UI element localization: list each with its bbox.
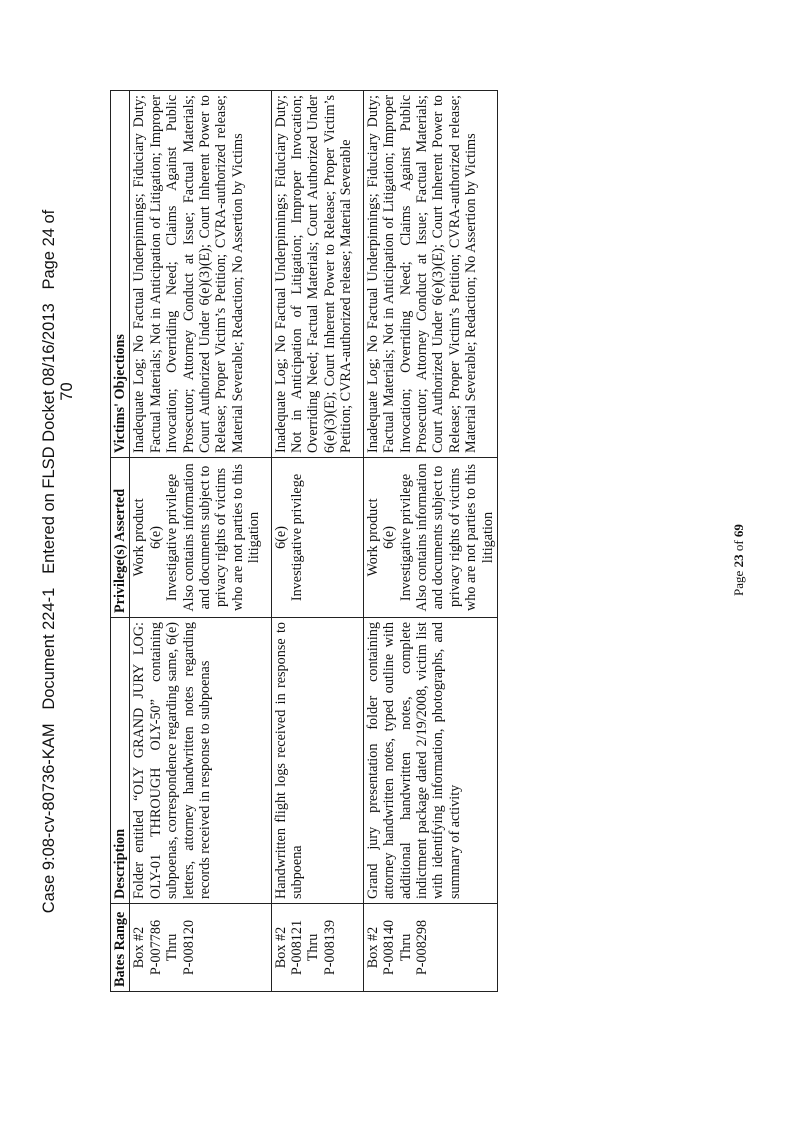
privilege-item: Investigative privilege bbox=[397, 473, 414, 602]
page-indicator: Page 24 of bbox=[40, 209, 58, 290]
table-row bbox=[271, 91, 363, 992]
document-number: Document 224-1 bbox=[40, 587, 58, 710]
privilege-item: Work product bbox=[364, 498, 381, 577]
table-row bbox=[363, 91, 497, 992]
privilege-item: Also contains information and documents subject to privacy rights of victims who are not parties to this litigation bbox=[180, 463, 263, 612]
privilege-log bbox=[110, 90, 658, 992]
bates-start: P-008121 bbox=[289, 919, 306, 976]
bates-start: P-007786 bbox=[147, 919, 164, 976]
privilege-item: 6(e) bbox=[147, 526, 164, 549]
case-number: Case 9:08-cv-80736-KAM bbox=[40, 723, 58, 914]
bates-thru: Thru bbox=[305, 933, 322, 962]
bates-thru: Thru bbox=[397, 933, 414, 962]
table-row bbox=[130, 91, 271, 992]
bates-start: P-008140 bbox=[381, 919, 398, 976]
bates-thru: Thru bbox=[164, 933, 181, 962]
privileges-cell bbox=[271, 458, 363, 618]
column-header-description: Description bbox=[111, 618, 130, 904]
privilege-item: Work product bbox=[131, 498, 148, 577]
bates-box: Box #2 bbox=[364, 926, 381, 969]
column-header-privileges: Privilege(s) Asserted bbox=[111, 458, 130, 618]
footer-page-prefix: Page bbox=[731, 567, 746, 596]
privilege-item: 6(e) bbox=[272, 526, 289, 549]
objections-cell: Inadequate Log; No Factual Underpinnings; Fiduciary Duty; Factual Materials; Not in Anticipation of Litigation; Improper Invocation; Overriding Need; Claims Against Public Prosecutor; Attorney Conduct at Issue; Factual Materials; Court Authorized Under 6(e)(3)(E); Court Inherent Power to Release; Proper Victim’s Petition; CVRA-authorized release; Material Severable; Redaction; No Assertion by Victims bbox=[130, 91, 271, 458]
footer-page-of: of bbox=[731, 537, 746, 555]
privilege-item: Investigative privilege bbox=[289, 473, 306, 602]
privilege-log-table bbox=[110, 90, 498, 992]
page-total: 70 bbox=[58, 382, 76, 401]
bates-range-cell bbox=[271, 904, 363, 992]
objections-cell: Inadequate Log; No Factual Underpinnings; Fiduciary Duty; Factual Materials; Not in Anticipation of Litigation; Improper Invocation; Overriding Need; Claims Against Public Prosecutor; Attorney Conduct at Issue; Factual Materials; Court Authorized Under 6(e)(3)(E); Court Inherent Power to Release; Proper Victim’s Petition; CVRA-authorized release; Material Severable; Redaction; No Assertion by Victims bbox=[363, 91, 497, 458]
bates-end: P-008298 bbox=[413, 919, 430, 976]
objections-cell: Inadequate Log; No Factual Underpinnings; Fiduciary Duty; Not in Anticipation of Litigation; Improper Invocation; Overriding Need; Factual Materials; Court Authorized Under 6(e)(3)(E); Court Inherent Power to Release; Proper Victim’s Petition; CVRA-authorized release; Material Severable bbox=[271, 91, 363, 458]
privileges-cell bbox=[363, 458, 497, 618]
bates-box: Box #2 bbox=[131, 926, 148, 969]
table-header-row bbox=[111, 91, 130, 992]
page-footer bbox=[727, 510, 751, 610]
docket-header bbox=[28, 0, 88, 1123]
bates-range-cell bbox=[363, 904, 497, 992]
bates-box: Box #2 bbox=[272, 926, 289, 969]
privilege-item: 6(e) bbox=[381, 526, 398, 549]
bates-end: P-008120 bbox=[180, 919, 197, 976]
privilege-item: Investigative privilege bbox=[164, 473, 181, 602]
entered-date: Entered on FLSD Docket 08/16/2013 bbox=[40, 303, 58, 574]
privileges-cell bbox=[130, 458, 271, 618]
description-cell: Handwritten flight logs received in response to subpoena bbox=[271, 618, 363, 904]
bates-range-cell bbox=[130, 904, 271, 992]
footer-page-total: 69 bbox=[731, 524, 746, 538]
description-cell: Folder entitled “OLY GRAND JURY LOG: OLY-01 THROUGH OLY-50” containing subpoenas, correspondence regarding same, 6(e) letters, attorney handwritten notes regarding records received in response to subpoenas bbox=[130, 618, 271, 904]
privilege-item: Also contains information and documents subject to privacy rights of victims who are not parties to this litigation bbox=[413, 463, 496, 612]
description-cell: Grand jury presentation folder containing attorney handwritten notes, typed outline with additional handwritten notes, complete indictment package dated 2/19/2008, victim list with identifying information, photographs, and summary of activity bbox=[363, 618, 497, 904]
column-header-bates: Bates Range bbox=[111, 904, 130, 992]
bates-end: P-008139 bbox=[321, 919, 338, 976]
footer-page-number: 23 bbox=[731, 554, 746, 568]
column-header-objections: Victims' Objections bbox=[111, 91, 130, 458]
